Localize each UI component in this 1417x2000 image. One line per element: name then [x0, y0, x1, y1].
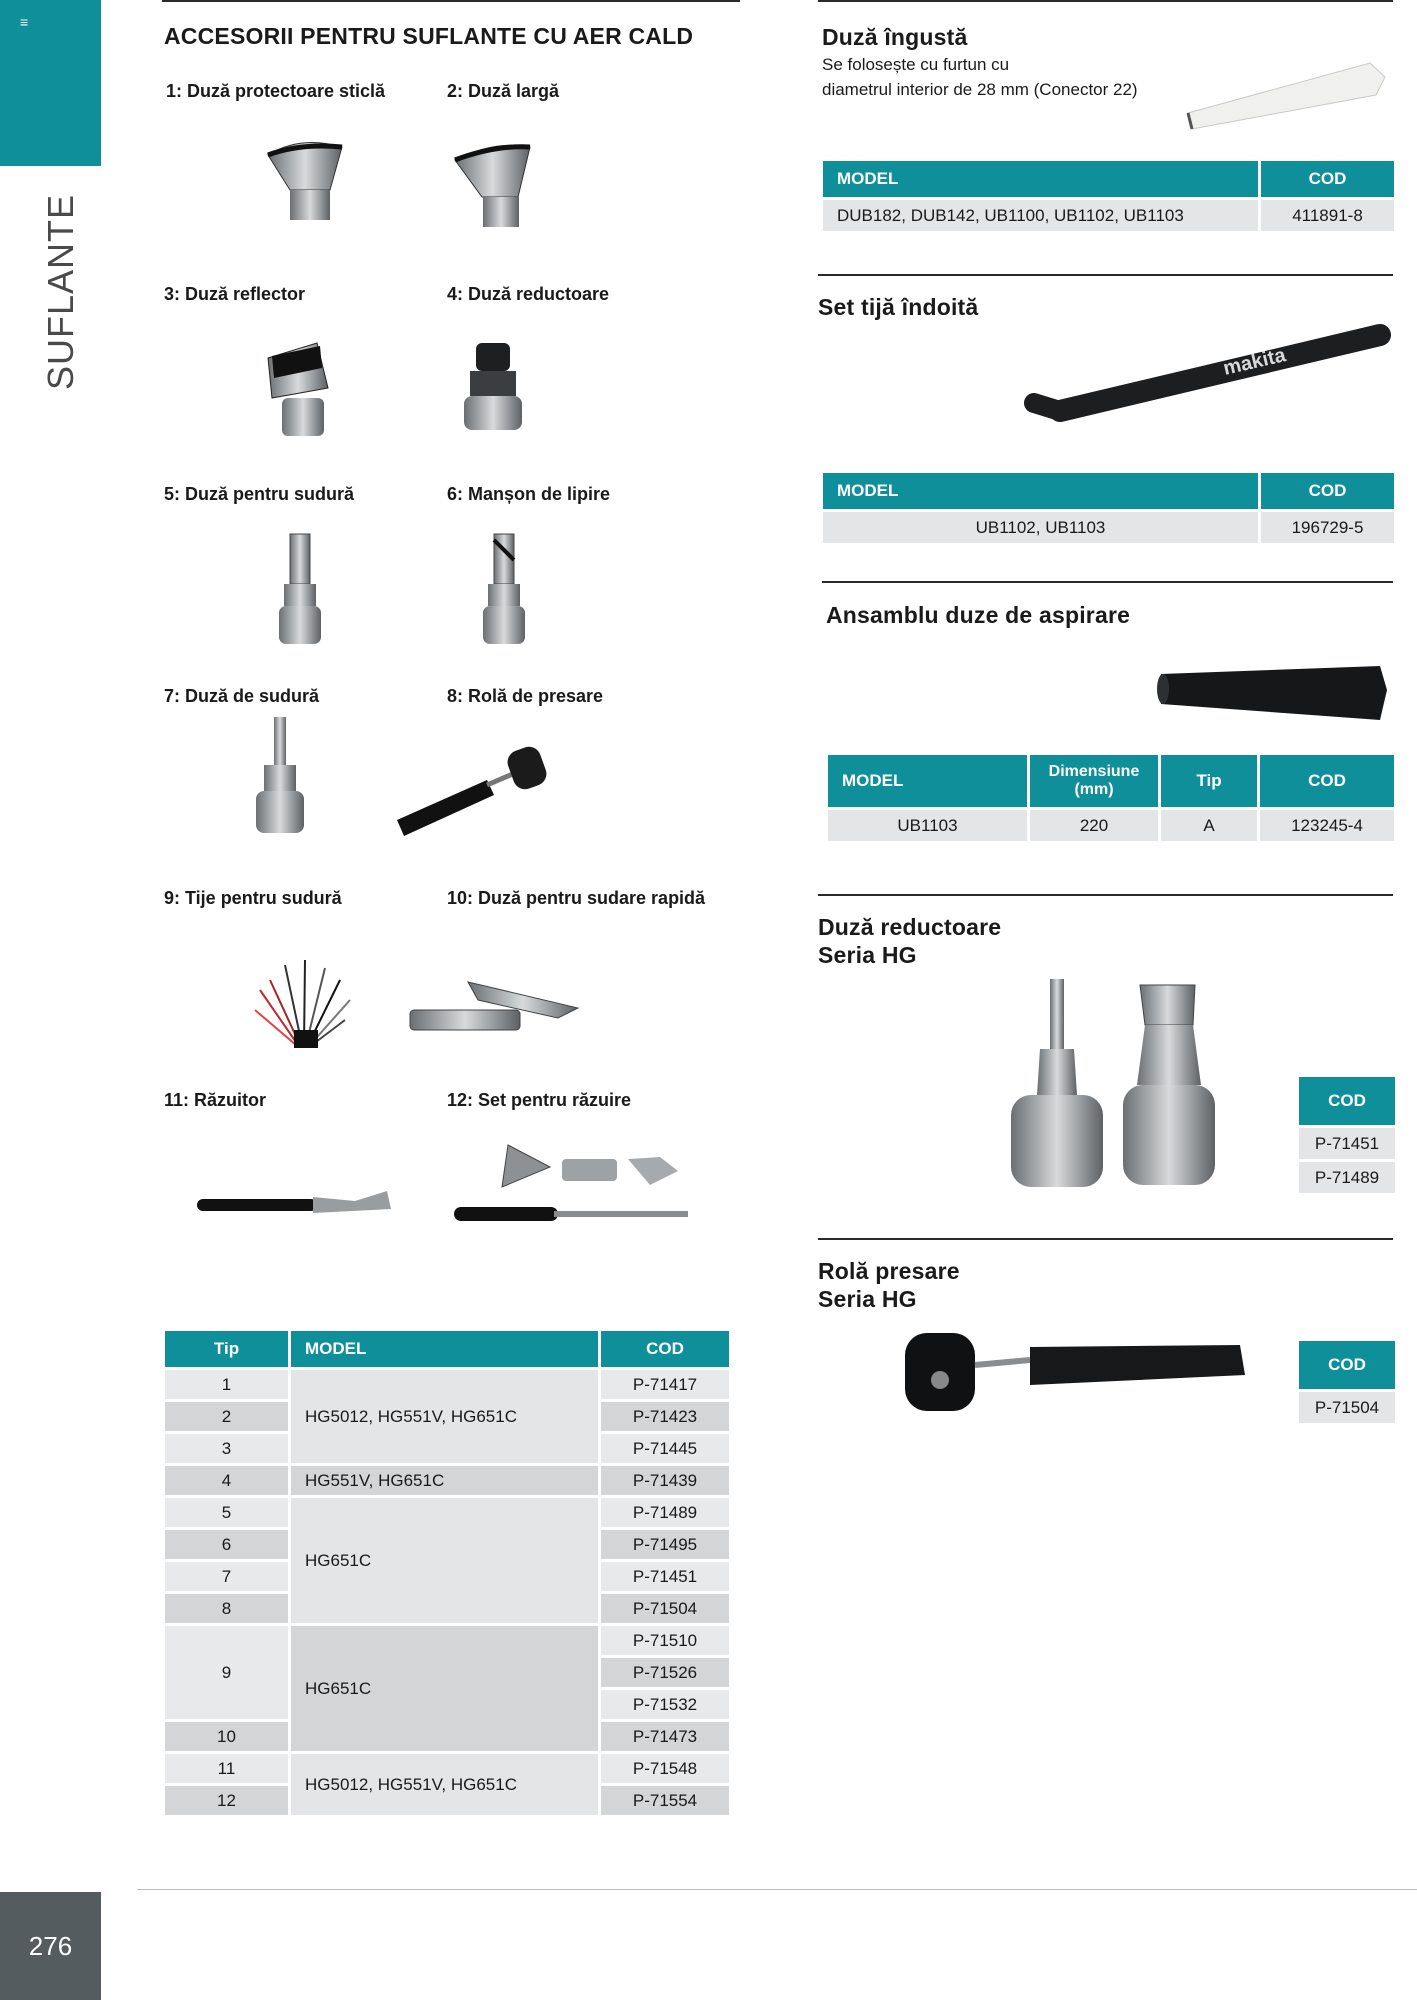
cod-header: COD: [1299, 1077, 1395, 1125]
cod-cell: P-71473: [601, 1722, 729, 1751]
model-header: MODEL: [828, 755, 1027, 807]
model-cell: HG5012, HG551V, HG651C: [291, 1370, 598, 1463]
dimension-cell: 220: [1030, 810, 1158, 841]
side-tab: [0, 0, 101, 166]
roller-code-table: [1296, 1338, 1398, 1426]
item-label-7: 7: Duză de sudură: [164, 686, 320, 706]
tip-cell: 2: [165, 1402, 288, 1431]
item-label-11: 11: Răzuitor: [164, 1090, 267, 1110]
col-cod-header: COD: [601, 1331, 729, 1367]
cod-cell: P-71451: [601, 1562, 729, 1591]
table-row: [165, 1466, 729, 1495]
table-row: [165, 1754, 729, 1783]
table-row: [165, 1370, 729, 1399]
section-rule: [822, 581, 1393, 583]
bent-tube-image: [1020, 315, 1400, 435]
narrow-nozzle-title: Duză îngustă: [822, 24, 968, 50]
narrow-nozzle-desc-1: Se folosește cu furtun cu: [822, 55, 1010, 74]
tip-cell: 12: [165, 1786, 288, 1815]
page-number: 276: [0, 1892, 101, 2000]
makita-logo-text: makita: [1221, 344, 1288, 380]
narrow-nozzle-table: [820, 158, 1397, 234]
item-label-6: 6: Manșon de lipire: [447, 484, 611, 504]
model-header: MODEL: [823, 161, 1258, 197]
section-label: SUFLANTE: [40, 193, 81, 390]
model-cell: DUB182, DUB142, UB1100, UB1102, UB1103: [823, 200, 1258, 231]
accessories-table: [162, 1328, 732, 1818]
cod-cell: P-71489: [601, 1498, 729, 1527]
suction-nozzle-table: [825, 752, 1397, 844]
item-label-1: 1: Duză protectoare sticlă: [166, 81, 386, 101]
tip-cell: 4: [165, 1466, 288, 1495]
tip-cell: 3: [165, 1434, 288, 1463]
cod-cell: P-71439: [601, 1466, 729, 1495]
bent-tube-table: [820, 470, 1397, 546]
cod-cell: 123245-4: [1260, 810, 1394, 841]
table-row: [1299, 1128, 1395, 1159]
narrow-nozzle-desc-2: diametrul interior de 28 mm (Conector 22): [822, 80, 1138, 99]
cod-cell: P-71504: [601, 1594, 729, 1623]
item-label-5: 5: Duză pentru sudură: [164, 484, 355, 504]
reducer-code-table: [1296, 1074, 1398, 1196]
suction-nozzle-title: Ansamblu duze de aspirare: [826, 602, 1131, 628]
cod-header: COD: [1261, 161, 1394, 197]
top-rule-right: [818, 0, 1393, 2]
reducer-title-2: Seria HG: [818, 942, 917, 968]
cod-cell: P-71532: [601, 1690, 729, 1719]
cod-cell: P-71504: [1299, 1392, 1395, 1423]
model-cell: HG5012, HG551V, HG651C: [291, 1754, 598, 1815]
item-label-8: 8: Rolă de presare: [447, 686, 604, 706]
cod-cell: P-71554: [601, 1786, 729, 1815]
welding-tip-image: [250, 715, 310, 840]
cod-cell: P-71526: [601, 1658, 729, 1687]
section-rule: [818, 894, 1393, 896]
menu-icon: ≡: [20, 14, 29, 30]
model-cell: UB1103: [828, 810, 1027, 841]
table-row: [165, 1498, 729, 1527]
suction-nozzle-image: [1155, 662, 1395, 724]
narrow-nozzle-image: [1180, 55, 1400, 135]
cod-header: COD: [1299, 1341, 1395, 1389]
footer-rule: [137, 1889, 1417, 1890]
soldering-sleeve-image: [480, 530, 530, 650]
tip-cell: 8: [165, 1594, 288, 1623]
welding-rods-image: [250, 950, 360, 1050]
cod-cell: P-71548: [601, 1754, 729, 1783]
cod-cell: P-71451: [1299, 1128, 1395, 1159]
tip-cell: 5: [165, 1498, 288, 1527]
section-rule: [818, 274, 1393, 276]
item-label-12: 12: Set pentru răzuire: [447, 1090, 632, 1110]
cod-cell: 196729-5: [1261, 512, 1394, 543]
model-header: MODEL: [823, 473, 1258, 509]
table-row: [823, 512, 1394, 543]
scraper-image: [195, 1185, 395, 1225]
item-label-2: 2: Duză largă: [447, 81, 560, 101]
cod-cell: P-71495: [601, 1530, 729, 1559]
tip-cell: 9: [165, 1626, 288, 1719]
table-row: [828, 810, 1394, 841]
item-label-10: 10: Duză pentru sudare rapidă: [447, 888, 706, 908]
item-label-9: 9: Tije pentru sudură: [164, 888, 342, 908]
col-tip-header: Tip: [165, 1331, 288, 1367]
cod-header: COD: [1261, 473, 1394, 509]
reflector-nozzle-image: [262, 338, 342, 443]
tip-cell: 6: [165, 1530, 288, 1559]
col-model-header: MODEL: [291, 1331, 598, 1367]
table-row: [823, 200, 1394, 231]
tip-cell: 11: [165, 1754, 288, 1783]
item-label-3: 3: Duză reflector: [164, 284, 306, 304]
roller-title-1: Rolă presare: [818, 1258, 960, 1284]
accessories-title: ACCESORII PENTRU SUFLANTE CU AER CALD: [164, 23, 694, 49]
tip-cell: 10: [165, 1722, 288, 1751]
tip-cell: 7: [165, 1562, 288, 1591]
roller-title-2: Seria HG: [818, 1286, 917, 1312]
cod-cell: P-71423: [601, 1402, 729, 1431]
scraper-set-image: [450, 1135, 700, 1235]
table-row: [165, 1626, 729, 1655]
model-cell: HG551V, HG651C: [291, 1466, 598, 1495]
model-cell: HG651C: [291, 1626, 598, 1751]
item-label-4: 4: Duză reductoare: [447, 284, 610, 304]
bent-tube-title: Set tijă îndoită: [818, 294, 979, 320]
tip-header: Tip: [1161, 755, 1257, 807]
roller-hg-image: [900, 1325, 1250, 1415]
section-rule: [818, 1238, 1393, 1240]
table-row: [1299, 1162, 1395, 1193]
reducer-nozzle-image: [458, 338, 528, 438]
cod-cell: 411891-8: [1261, 200, 1394, 231]
tip-cell: 1: [165, 1370, 288, 1399]
table-row: [1299, 1392, 1395, 1423]
model-cell: UB1102, UB1103: [823, 512, 1258, 543]
reducer-title-1: Duză reductoare: [818, 914, 1002, 940]
cod-cell: P-71489: [1299, 1162, 1395, 1193]
tip-cell: A: [1161, 810, 1257, 841]
wide-nozzle-image: [450, 135, 540, 235]
cod-header: COD: [1260, 755, 1394, 807]
fast-welding-nozzle-image: [408, 970, 588, 1040]
model-cell: HG651C: [291, 1498, 598, 1623]
cod-cell: P-71417: [601, 1370, 729, 1399]
reducer-nozzle-hg-image: [1005, 975, 1225, 1195]
welding-nozzle-image: [276, 530, 326, 650]
top-rule-left: [162, 0, 740, 2]
cod-cell: P-71445: [601, 1434, 729, 1463]
glass-protector-nozzle-image: [260, 135, 350, 230]
dimension-header: Dimensiune (mm): [1030, 755, 1158, 807]
pressure-roller-image: [392, 740, 562, 840]
cod-cell: P-71510: [601, 1626, 729, 1655]
